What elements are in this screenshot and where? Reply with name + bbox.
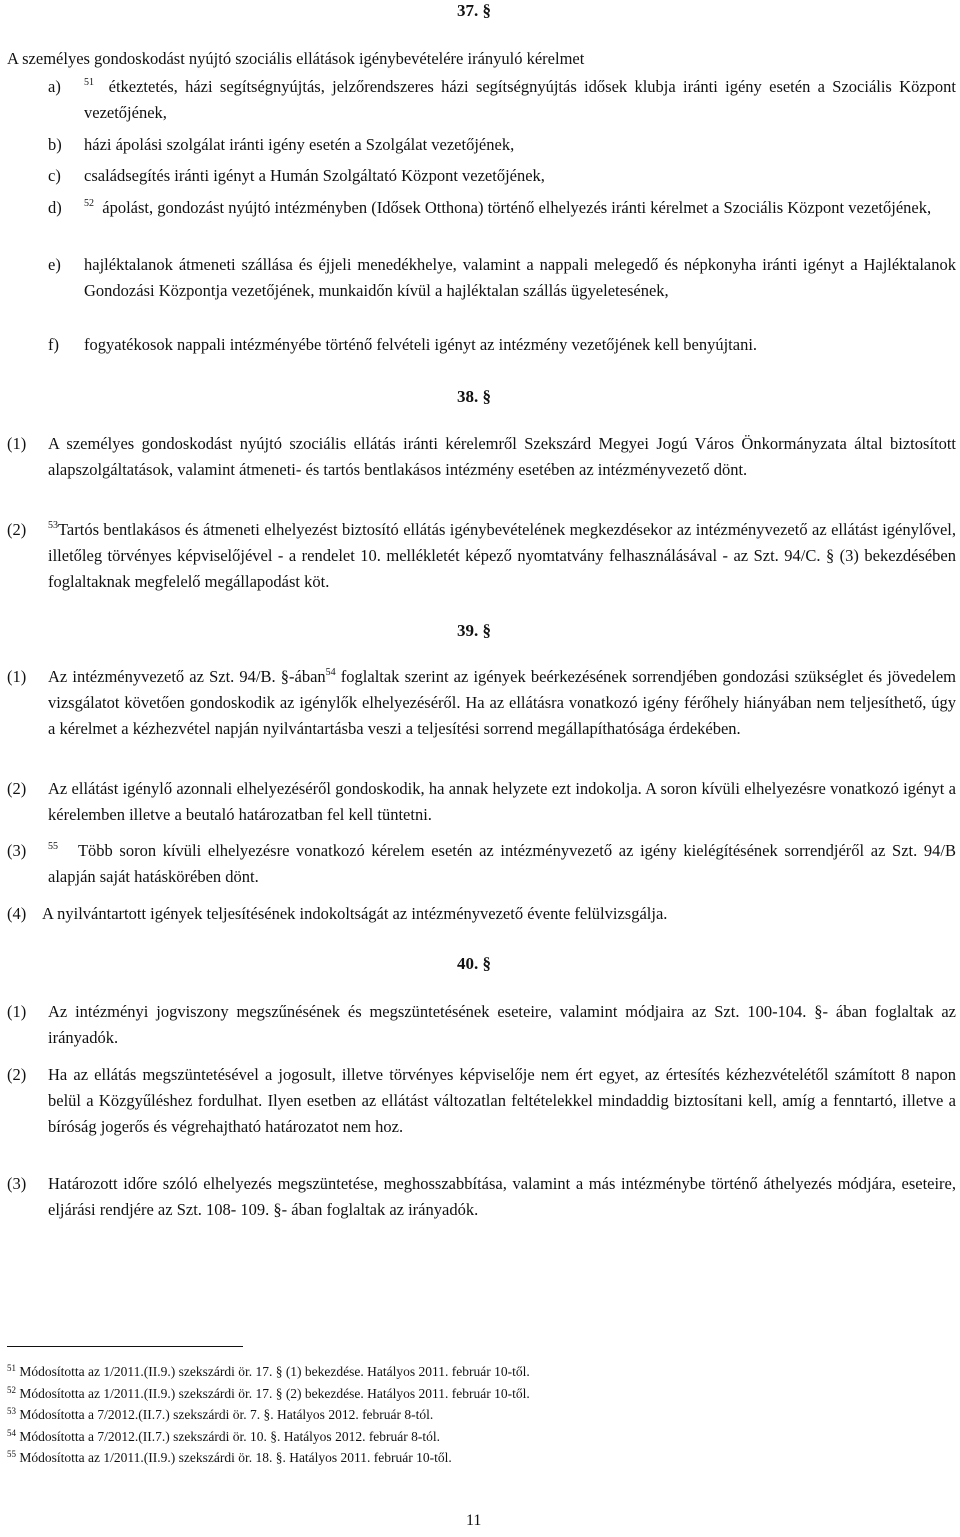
section-39-p2: Az ellátást igénylő azonnali elhelyezéséről gondoskodik, ha annak helyzete ezt indokolja. A soron kívüli elhelyezésre vonatkozó igényt a kérelemben illetve a beutaló határozatban fel kell tüntetni. [48,779,956,824]
item-label: b) [48,135,62,154]
footnote-53: $^{53}$ Módosította a 7/2012.(II.7.) szekszárdi ör. 7. §. Hatályos 2012. február 8-tól. [7,1406,434,1422]
footnote-ref: 53 [48,520,58,531]
section-38-title: 38. § [457,387,491,406]
section-39-p3 [48,838,956,890]
paragraph-text: Több soron kívüli elhelyezésre vonatkozó kérelem esetén az intézményvezető az igény kielégítésének sorrendjéről az Szt. 94/B alapján saját hatáskörében dönt. [48,841,956,886]
section-40-p3: Határozott időre szóló elhelyezés megszüntetése, meghosszabbítása, valamint a más intézménybe történő áthelyezés módjára, eseteire, eljárási rendjére az Szt. 108- 109. §- ában foglaltak az irányadók. [48,1174,956,1219]
page-number: 11 [466,1512,482,1529]
item-text: étkeztetés, házi segítségnyújtás, jelzőrendszeres házi segítségnyújtás idősek klubja iránti igény esetén a Szociális Központ vezetőjének, [84,77,956,122]
footnote-separator [7,1346,243,1347]
item-text: hajléktalanok átmeneti szállása és éjjeli menedékhelye, valamint a nappali melegedő és népkonyha iránti igényt a Hajléktalanok Gondozási Központja vezetőjének, munkaidőn kívül a hajléktalan szállás ügyeletesének, [84,255,956,300]
section-37-title: 37. § [457,1,491,20]
item-label: c) [48,166,61,185]
paragraph-label: (1) [7,667,27,686]
item-label: d) [48,198,62,217]
footnote-55: $^{55}$ Módosította az 1/2011.(II.9.) szekszárdi ör. 18. §. Hatályos 2011. február 10-től. [7,1449,452,1465]
item-text: fogyatékosok nappali intézményébe történő felvételi igényt az intézmény vezetőjének kell benyújtani. [84,335,758,354]
paragraph-label: (2) [7,779,27,798]
paragraph-label: (4) [7,904,27,923]
item-label: e) [48,255,61,274]
item-text: házi ápolási szolgálat iránti igény esetén a Szolgálat vezetőjének, [84,135,515,154]
section-37-intro: A személyes gondoskodást nyújtó szociális ellátások igénybevételére irányuló kérelmet [7,49,585,68]
item-text: családsegítés iránti igényt a Humán Szolgáltató Központ vezetőjének, [84,166,545,185]
paragraph-text: Tartós bentlakásos és átmeneti elhelyezést biztosító ellátás igénybevételének megkezdésekor az intézményvezető az ellátást igénylővel, illetőleg törvényes képviselőjével - a rendelet 10. mellékletét képező nyomtatvány felhasználásával - az Szt. 94/C. § (3) bekezdésében foglaltaknak megfelelő megállapodást köt. [48,520,956,591]
section-39-p1: Az intézményvezető az Szt. 94/B. §-ában$^{54}$ foglaltak szerint az igények beérkezésének sorrendjében gondozási szükséglet és jövedelem vizsgálatot követően gondoskodik az igénylők elhelyezéséről. Ha az ellátásra vonatkozó igény férőhely hiányában nem teljesíthető, úgy a kérelmet a kézhezvétel napján nyilvántartásba veszi a teljesítési sorrend megállapíthatósága érdekében. [48,667,956,738]
section-40-p1: Az intézményi jogviszony megszűnésének és megszüntetésének eseteire, valamint módjaira az Szt. 100-104. §- ában foglaltak az irányadók. [48,1002,956,1047]
item-label: a) [48,77,61,96]
paragraph-label: (1) [7,1002,27,1021]
section-40-p2: Ha az ellátás megszüntetésével a jogosult, illetve törvényes képviselője nem ért egyet, az értesítés kézhezvételétől számított 8 napon belül a Közgyűléshez fordulhat. Ilyen esetben az ellátást változatlan feltételekkel mindaddig biztosítani kell, amíg a fenntartó, illetve a bíróság jogerős és végrehajtható határozatot nem hoz. [48,1065,956,1136]
footnote-ref: 54 [325,667,336,678]
footnote-52: $^{52}$ Módosította az 1/2011.(II.9.) szekszárdi ör. 17. § (2) bekezdése. Hatályos 2011. február 10-től. [7,1385,530,1401]
paragraph-label: (3) [7,841,27,860]
item-text: ápolást, gondozást nyújtó intézményben (Idősek Otthona) történő elhelyezés iránti kérelmet a Szociális Központ vezetőjének, [102,198,932,217]
section-38-p1: A személyes gondoskodást nyújtó szociális ellátás iránti kérelemről Szekszárd Megyei Jogú Város Önkormányzata által biztosított alapszolgáltatások, valamint átmeneti- és tartós bentlakásos intézmény esetében az intézményvezető dönt. [48,434,956,479]
section-40-title: 40. § [457,954,491,973]
section-38-p2 [48,517,956,595]
footnote-ref: 55 [48,841,58,852]
footnote-ref: 52 [84,198,94,209]
footnote-ref: 51 [84,77,94,88]
paragraph-label: (1) [7,434,27,453]
paragraph-label: (2) [7,1065,27,1084]
footnote-54: $^{54}$ Módosította a 7/2012.(II.7.) szekszárdi ör. 10. §. Hatályos 2012. február 8-tól. [7,1428,441,1444]
paragraph-label: (2) [7,520,27,539]
item-label: f) [48,335,59,354]
section-39-p4: A nyilvántartott igények teljesítésének indokoltságát az intézményvezető évente felülvizsgálja. [42,904,668,923]
footnote-51: $^{51}$ Módosította az 1/2011.(II.9.) szekszárdi ör. 17. § (1) bekezdése. Hatályos 2011. február 10-től. [7,1363,530,1379]
section-39-title: 39. § [457,621,491,640]
paragraph-label: (3) [7,1174,27,1193]
